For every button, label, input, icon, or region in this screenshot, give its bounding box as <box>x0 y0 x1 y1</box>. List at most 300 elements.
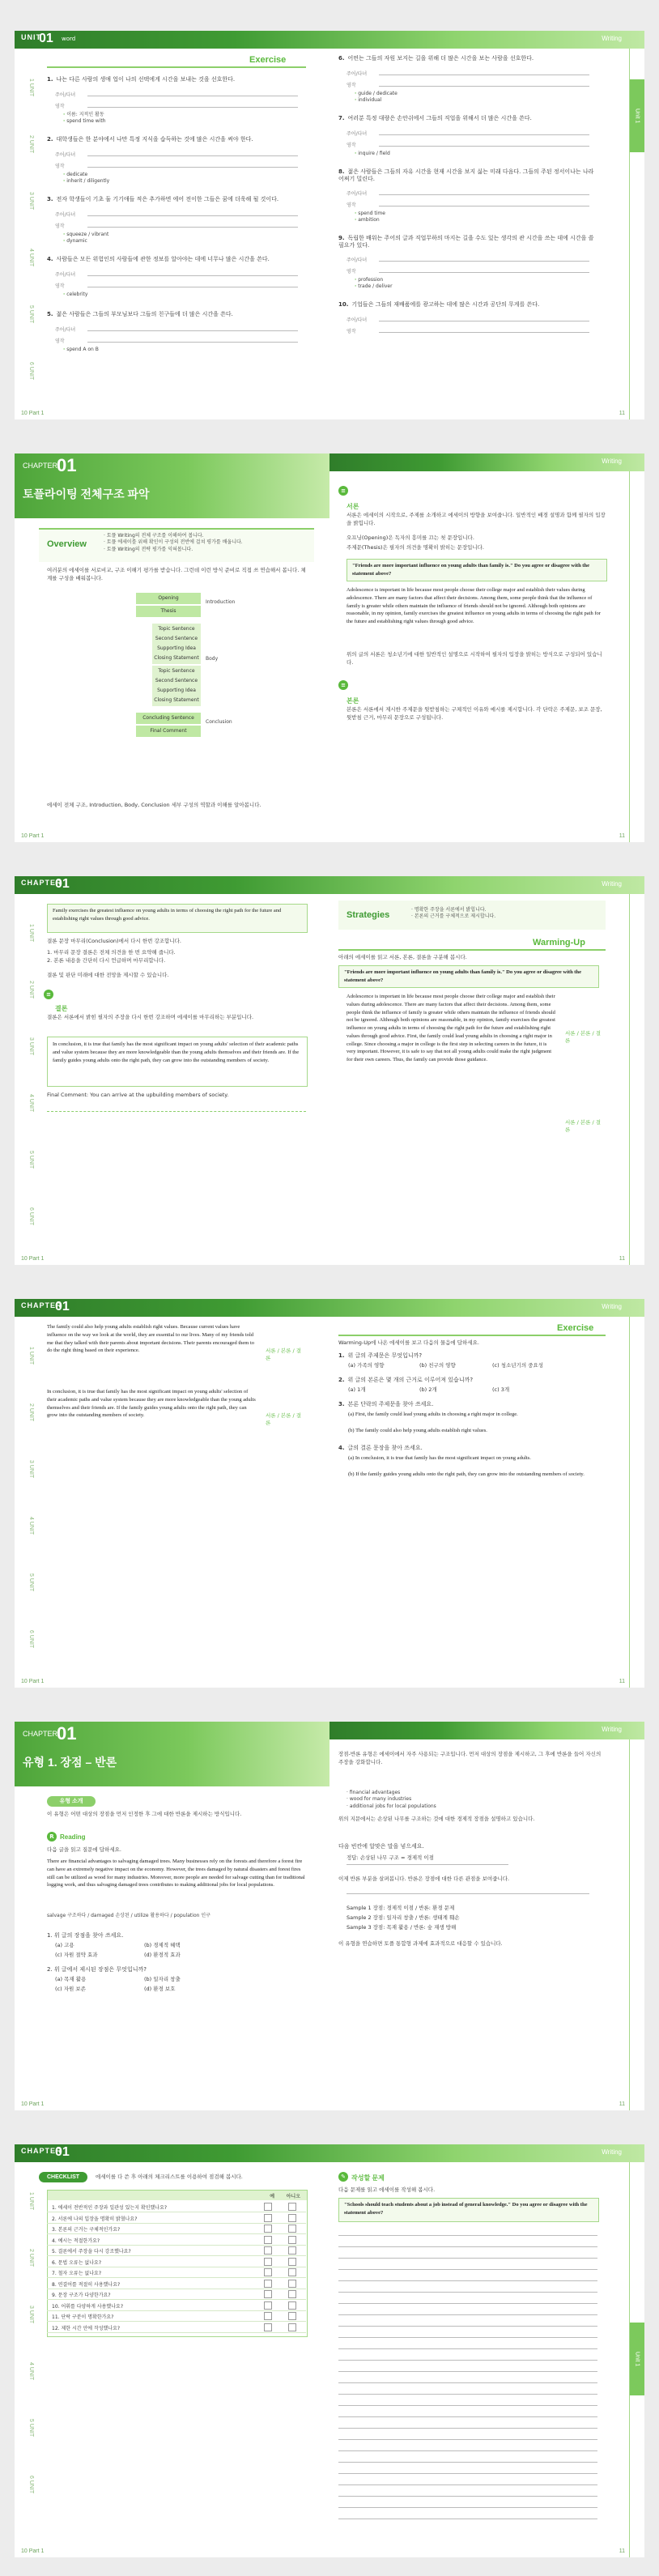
reading-instruction: 다음 글을 읽고 질문에 답하세요. <box>47 1846 121 1853</box>
body-heading: 본론 <box>347 697 359 705</box>
sidebar-item-3[interactable]: 3 UNIT <box>28 1459 34 1479</box>
writing-line[interactable] <box>338 2473 597 2474</box>
unit-number: 01 <box>39 32 53 45</box>
overview-points: · 토플 Writing의 전체 구조를 이해하여 봅니다. · 토플 에세이를 위해 확인이 구성의 전반에 걸쳐 평가를 배웁니다. · 토플 Writing의 전략 평가를 익혀봅니다. <box>104 533 243 552</box>
right-intro: 서론은 에세이의 시작으로, 주제를 소개하고 에세이의 방향을 보여줍니다. 일반적인 배경 설명과 함께 필자의 입장을 밝힙니다. <box>347 512 606 526</box>
checklist-item-text: 2. 서론에 나의 입장을 명확히 밝혔나요? <box>52 2216 138 2222</box>
hint: · celebrity <box>63 292 88 297</box>
sidebar-item-2[interactable]: 2 UNIT <box>28 134 34 154</box>
sidebar-nav <box>23 63 34 395</box>
checklist-row <box>47 2300 306 2311</box>
page-footer <box>15 1252 644 1265</box>
choice[interactable]: (a) 가족의 영향 <box>348 1362 385 1369</box>
sidebar-item-6[interactable]: 6 UNIT <box>28 361 34 381</box>
choice[interactable]: (a) 목재 활용 <box>55 1976 87 1982</box>
sidebar-item-1[interactable]: 1 UNIT <box>28 2191 34 2211</box>
choice[interactable]: (c) 청소년기의 중요성 <box>492 1362 544 1369</box>
reading-label: Reading <box>60 1833 86 1841</box>
page-number-right: 11 <box>619 1256 625 1262</box>
field-label: 주어/다녀 <box>55 327 76 333</box>
title-rule <box>338 1335 606 1336</box>
question-3: 3. 전자 학생들이 기초 둘 기기애들 적은 추가하면 에어 전이한 그들은 꿈에 더욱해 될 것이다. <box>47 196 279 202</box>
exercise-title: Exercise <box>249 55 287 65</box>
right-bullet-2: 주제문(Thesis)은 필자의 의견을 명확히 밝히는 문장입니다. <box>347 544 484 551</box>
choice[interactable]: (d) 환경 보호 <box>144 1986 176 1992</box>
checkbox-yes[interactable] <box>264 2268 272 2276</box>
choice[interactable]: (c) 자원 절약 효과 <box>55 1952 98 1958</box>
sidebar-item-3[interactable]: 3 UNIT <box>28 191 34 211</box>
sidebar-item-2[interactable]: 2 UNIT <box>28 2248 34 2267</box>
right-text: 장점-반론 유형은 에세이에서 자주 사용되는 구조입니다. 먼저 대상의 장점을 제시하고, 그 후에 반론을 들어 자신의 주장을 강화합니다. <box>338 1751 602 1765</box>
page-header-bar <box>330 453 644 471</box>
writing-line[interactable] <box>338 2258 597 2259</box>
answer-line[interactable] <box>87 215 298 216</box>
choice[interactable]: (b) 2개 <box>419 1386 437 1393</box>
checklist-row <box>47 2278 306 2289</box>
col-no: 아니오 <box>286 2194 300 2199</box>
answer-label: 영작 <box>55 164 65 169</box>
checklist-row <box>47 2201 306 2212</box>
sidebar-item-3[interactable]: 3 UNIT <box>28 2305 34 2324</box>
exercise-item-3: 3. 본론 단락의 주제문을 찾아 쓰세요. <box>338 1401 434 1407</box>
intro-text: 여러분의 에세이를 서로비교, 구조 이해기 평가를 받습니다. 그런데 이런 방식 준비로 직접 쓰 연습해서 봅니다. 체계를 구성을 배워봅니다. <box>47 567 306 581</box>
page-3 <box>15 876 644 1265</box>
advantage-bullets: · financial advantages · wood for many industries · additional jobs for local populations <box>347 1790 436 1809</box>
choice[interactable]: (b) 친구의 영향 <box>419 1362 456 1369</box>
document-icon: ≡ <box>44 990 53 999</box>
checkbox-no[interactable] <box>288 2268 296 2276</box>
writing-line[interactable] <box>338 2337 597 2338</box>
checklist-item-text: 5. 결론에서 주장을 다시 강조했나요? <box>52 2249 131 2255</box>
page-number-left: 10 Part 1 <box>21 833 45 839</box>
writing-line[interactable] <box>338 2292 597 2293</box>
vocab-list: salvage 구조하다 / damaged 손상된 / utilize 활용하다 / population 인구 <box>47 1913 210 1918</box>
overview-label: Overview <box>47 539 87 549</box>
right-text-3: 이제 반론 부분을 살펴봅니다. 반론은 장점에 대한 다른 관점을 보여줍니다. <box>338 1876 510 1882</box>
writing-line[interactable] <box>338 2462 597 2463</box>
writing-line[interactable] <box>338 2326 597 2327</box>
checklist-row <box>47 2289 306 2300</box>
field-label: 주어/다녀 <box>55 272 76 278</box>
hint: · guide / dedicate · individual <box>355 91 398 104</box>
sidebar-item-5[interactable]: 5 UNIT <box>28 304 34 324</box>
strategies-points: · 명확한 주장을 서론에서 밝힙니다. · 본론의 근거를 구체적으로 제시합니다. <box>411 907 496 920</box>
sample-2: Sample 2 장점: 일자리 창출 / 반론: 생태계 훼손 <box>347 1914 460 1921</box>
tips-box <box>47 1111 306 1136</box>
field-label: 주어/다녀 <box>347 191 368 197</box>
final-note: Final Comment: You can arrive at the upbuilding members of society. <box>47 1092 229 1098</box>
left-essay: The family could also help young adults establish right values. Because current values have influence on the way we look at the world, they are essential to our lives. Many of my friends told me that they talked with their parents about important decisions. Their parents encouraged them to do the right thing based on their experience. <box>47 1324 255 1354</box>
sample-paragraph: Adolescence is important in life because most people choose their college major and establish their values during adolescence. There are many factors that affect their decisions. Among them, some people think that the influence of family is greater while others maintain the influence of friends should not be ignored. Although both opinions are reasonable, in my opinion, family exercises the greatest influence on young adults in terms of choosing the right path for the future and establishing right values through good advice. <box>347 587 601 624</box>
checkbox-yes[interactable] <box>264 2258 272 2266</box>
checkbox-no[interactable] <box>288 2203 296 2211</box>
checklist-row <box>47 2234 306 2246</box>
diagram-introduction: Introduction <box>206 599 236 605</box>
checklist-row <box>47 2310 306 2322</box>
writing-line[interactable] <box>338 2348 597 2349</box>
checklist-row <box>47 2245 306 2256</box>
writing-line[interactable] <box>338 2371 597 2372</box>
sidebar-item-5[interactable]: 5 UNIT <box>28 2418 34 2438</box>
field-label: 주어/다녀 <box>55 152 76 158</box>
chapter-label: CHAPTER <box>23 1730 58 1738</box>
question-6: 6. 어떤는 그들의 자원 보지는 길을 위해 더 많은 시간을 보는 사람을 선호한다. <box>338 55 534 62</box>
answer-line[interactable] <box>379 86 589 87</box>
checklist-instruction: 에세이를 다 쓴 후 아래의 체크리스트를 이용하여 점검해 봅시다. <box>96 2174 243 2180</box>
checklist-item-text: 10. 어휘를 다양하게 사용했나요? <box>52 2303 124 2310</box>
question-7: 7. 여러분 특정 대량은 손안쉬에서 그들의 직업을 위해서 더 많은 시간을 쓴다. <box>338 115 532 121</box>
sidebar-item-4[interactable]: 4 UNIT <box>28 1516 34 1535</box>
checkbox-yes[interactable] <box>264 2323 272 2331</box>
bottom-note: 에세이 전체 구조, Introduction, Body, Conclusion 세부 구성의 역할과 이해를 알아봅니다. <box>47 802 261 808</box>
reading-passage: There are financial advantages to salvaging damaged trees. Many businesses rely on the forests and therefore a forest fire can have an extremely negative impact on the economy. However, the trees damaged by natural disasters and forest fires still can be utilized as wood for many industries. Moreover, more people are needed for salvage cutting than for traditional logging work, and thus salvaging damaged trees contributes to making additional jobs for local populations. <box>47 1859 305 1888</box>
sample-1: Sample 1 장점: 경제적 이점 / 반론: 환경 문제 <box>347 1905 455 1911</box>
page-number-right: 11 <box>619 2101 625 2107</box>
page-footer <box>15 829 644 842</box>
chapter-title: 토플라이팅 전체구조 파악 <box>23 488 150 500</box>
choice[interactable]: (c) 3개 <box>492 1386 510 1393</box>
exercise-item-4: 4. 글의 결론 문장을 찾아 쓰세요. <box>338 1445 423 1451</box>
sidebar-item-6[interactable]: 6 UNIT <box>28 1207 34 1226</box>
checkbox-no[interactable] <box>288 2301 296 2310</box>
page-number-left: 10 Part 1 <box>21 2548 45 2554</box>
page-footer <box>15 2097 644 2110</box>
answer-label: 영작 <box>55 104 65 109</box>
side-tab[interactable]: Unit 1 <box>630 2323 644 2395</box>
side-label[interactable]: 서론 / 본론 / 결론 <box>266 1412 302 1427</box>
checkbox-no[interactable] <box>288 2246 296 2255</box>
diagram-closing-2: Closing Statement <box>152 695 201 706</box>
page-number-left: 10 Part 1 <box>21 411 45 416</box>
writing-line[interactable] <box>338 2507 597 2508</box>
unit-label: UNIT <box>21 33 41 41</box>
sidebar-item-6[interactable]: 6 UNIT <box>28 1629 34 1649</box>
sidebar-item-4[interactable]: 4 UNIT <box>28 248 34 267</box>
checkbox-yes[interactable] <box>264 2225 272 2233</box>
answer-line[interactable] <box>87 107 298 108</box>
col-yes: 예 <box>270 2194 274 2199</box>
checklist-row <box>47 2322 306 2333</box>
diagram-opening: Opening <box>136 593 201 604</box>
choice[interactable]: (d) 환경적 효과 <box>144 1952 181 1958</box>
sidebar-item-4[interactable]: 4 UNIT <box>28 2361 34 2381</box>
field-label: 주어/다녀 <box>55 92 76 98</box>
writing-line[interactable] <box>338 2314 597 2315</box>
hint: · 이름: 지적인 활동 · spend time with <box>63 112 106 125</box>
diagram-body: Body <box>206 656 219 662</box>
writing-line[interactable] <box>338 2484 597 2485</box>
warmup-prompt-box: "Friends are more important influence on young adults than family is." Do you agree or disagree with the statement above? <box>338 965 599 988</box>
exercise-item-1: 1. 위 글의 주제문은 무엇입니까? <box>338 1352 423 1359</box>
checkbox-yes[interactable] <box>264 2246 272 2255</box>
answer-label: 영작 <box>347 269 356 275</box>
diagram-conclusion: Conclusion <box>206 719 232 725</box>
answer-label: 영작 <box>55 283 65 289</box>
answer-line[interactable] <box>87 342 298 343</box>
checkbox-no[interactable] <box>288 2290 296 2298</box>
diagram-topic-2: Topic Sentence <box>152 666 201 677</box>
right-heading: 서론 <box>347 503 359 510</box>
checklist-item-text: 3. 본론의 근거는 구체적인가요? <box>52 2227 121 2233</box>
page-4 <box>15 1299 644 1688</box>
checklist-header <box>48 2191 307 2200</box>
right-text-2: 위의 지문에서는 손상된 나무를 구조하는 것에 대한 경제적 장점을 설명하고 있습니다. <box>338 1816 535 1822</box>
conclusion-heading: 결론 <box>55 1005 68 1012</box>
choice[interactable]: (a) In conclusion, it is true that family has the most significant impact on young adults. <box>348 1455 531 1461</box>
side-label[interactable]: 서론 / 본론 / 결론 <box>565 1030 602 1045</box>
answer-line[interactable] <box>347 1864 508 1865</box>
checkbox-no[interactable] <box>288 2258 296 2266</box>
checkbox-yes[interactable] <box>264 2203 272 2211</box>
answer-line[interactable] <box>379 194 589 195</box>
choice[interactable]: (b) 일자리 창출 <box>144 1976 181 1982</box>
hint: · squeeze / vibrant · dynamic <box>63 232 109 245</box>
question-1: 1. 위 글의 장점을 찾아 쓰세요. <box>47 1932 124 1939</box>
checklist-item-text: 8. 연결어를 적절히 사용했나요? <box>52 2281 121 2288</box>
checklist-label: CHECKLIST <box>39 2172 87 2182</box>
checkbox-yes[interactable] <box>264 2312 272 2320</box>
sidebar-nav <box>23 909 34 1241</box>
writing-line[interactable] <box>338 2235 597 2236</box>
choice[interactable]: (b) 경제적 혜택 <box>144 1942 181 1948</box>
answer-line[interactable] <box>87 155 298 156</box>
chapter-number: 01 <box>57 1723 77 1744</box>
hint: · spend A on B <box>63 347 99 352</box>
diagram-support-2: Supporting Idea <box>152 685 201 696</box>
conclusion-box: In conclusion, it is true that family has the most significant impact on young adults' selection of their academic paths and value system because they are more knowledgeable than the young adults themselves and their friends are. If the family guides young adults onto the right path, they can grow into the outstanding members of society. <box>47 1037 308 1087</box>
answer-label: 영작 <box>347 143 356 148</box>
sidebar-item-6[interactable]: 6 UNIT <box>28 2475 34 2494</box>
checkbox-yes[interactable] <box>264 2214 272 2222</box>
sidebar-item-1[interactable]: 1 UNIT <box>28 1346 34 1365</box>
page-6 <box>15 2144 644 2557</box>
question-8: 8. 젊은 사람들은 그들의 자유 시간을 현재 시간을 보지 싫는 미래 다음다. 그들의 주된 정서이나는 나라 어쩌기 밀린다. <box>338 168 594 183</box>
sidebar-item-5[interactable]: 5 UNIT <box>28 1573 34 1592</box>
strategies-box <box>338 901 606 930</box>
title-rule <box>47 66 306 68</box>
chapter-number: 01 <box>55 2145 70 2159</box>
chapter-number: 01 <box>55 877 70 891</box>
chapter-label: CHAPTER <box>21 879 62 887</box>
chapter-label: CHAPTER <box>21 2147 62 2155</box>
answer-label: 영작 <box>347 202 356 208</box>
page-footer <box>15 1675 644 1688</box>
field-label: 주어/다녀 <box>347 317 368 323</box>
answer-line[interactable] <box>347 1893 589 1894</box>
answer-line[interactable] <box>379 146 589 147</box>
sidebar-item-5[interactable]: 5 UNIT <box>28 1150 34 1169</box>
pencil-icon: ✎ <box>338 2172 348 2182</box>
field-label: 주어/다녀 <box>55 212 76 218</box>
checkbox-no[interactable] <box>288 2280 296 2288</box>
answer-line[interactable] <box>87 330 298 331</box>
choice[interactable]: (c) 자원 보존 <box>55 1986 86 1992</box>
answer-line[interactable] <box>379 332 589 333</box>
diagram-thesis: Thesis <box>136 606 201 617</box>
answer-line[interactable] <box>87 227 298 228</box>
right-divider <box>629 894 630 1265</box>
choice[interactable]: (b) If the family guides young adults onto the right path, they can grow into the outstanding members of society. <box>348 1471 585 1477</box>
overview-box <box>39 528 314 562</box>
checkbox-yes[interactable] <box>264 2280 272 2288</box>
sidebar-nav <box>23 1331 34 1663</box>
checkbox-no[interactable] <box>288 2236 296 2244</box>
right-after: 위의 글의 서론은 청소년기에 대한 일반적인 설명으로 시작하여 필자의 입장을 밝히는 방식으로 구성되어 있습니다. <box>347 651 602 666</box>
writing-line[interactable] <box>338 2280 597 2281</box>
body-text: 본론은 서론에서 제시한 주제문을 뒷받침하는 구체적인 이유와 예시를 제시합니다. 각 단락은 주제문, 보조 문장, 뒷받침 근거, 마무리 문장으로 구성됩니다. <box>347 706 602 721</box>
choice[interactable]: (a) 고용 <box>55 1942 74 1948</box>
answer-line[interactable] <box>87 167 298 168</box>
answer-line[interactable] <box>379 261 589 262</box>
answer-line[interactable] <box>379 272 589 273</box>
page-footer <box>15 407 644 419</box>
page-number-left: 10 Part 1 <box>21 1256 45 1262</box>
checklist-item-text: 9. 문장 구조가 다양한가요? <box>52 2293 111 2298</box>
checklist-item-text: 12. 제한 시간 안에 작성했나요? <box>52 2325 121 2331</box>
checklist-item-text: 7. 철자 오류는 없나요? <box>52 2271 101 2276</box>
writing-line[interactable] <box>338 2450 597 2451</box>
diagram-final: Final Comment <box>136 726 201 737</box>
choice[interactable]: (a) 1개 <box>348 1386 366 1393</box>
answer-label: 영작 <box>347 83 356 88</box>
writing-line[interactable] <box>338 2360 597 2361</box>
conclusion-text: 결론은 서론에서 밝힌 필자의 주장을 다시 한번 강조하며 에세이를 마무리하는 부분입니다. <box>47 1014 254 1020</box>
sidebar-item-2[interactable]: 2 UNIT <box>28 980 34 999</box>
answer-line[interactable] <box>379 206 589 207</box>
answer-label: 영작 <box>347 329 356 334</box>
warmup-instruction: 아래의 에세이를 읽고 서론, 본론, 결론을 구분해 봅시다. <box>338 954 467 960</box>
right-bullet-1: 오프닝(Opening)은 독자의 흥미를 끄는 첫 문장입니다. <box>347 534 474 541</box>
blank-question: 다음 빈칸에 알맞은 말을 넣으세요. <box>338 1843 424 1850</box>
side-tab[interactable]: Unit 1 <box>630 79 644 152</box>
practice-prompt-box: "Schools should teach students about a job instead of general knowledge." Do you agree or disagree with the statement above? <box>338 2198 599 2222</box>
sidebar-item-3[interactable]: 3 UNIT <box>28 1037 34 1056</box>
chapter-label: CHAPTER <box>21 1301 62 1309</box>
chapter-title: 유형 1. 장점 – 반론 <box>23 1756 117 1769</box>
checkbox-yes[interactable] <box>264 2290 272 2298</box>
hint: · profession · trade / deliver <box>355 277 393 290</box>
sidebar-item-1[interactable]: 1 UNIT <box>28 923 34 943</box>
writing-line[interactable] <box>338 2439 597 2440</box>
writing-line[interactable] <box>338 2405 597 2406</box>
answer-line[interactable] <box>379 134 589 135</box>
hint: · dedicate · inherit / diligently <box>63 172 110 185</box>
page-header-bar <box>15 2144 644 2162</box>
header-tag: Writing <box>602 458 622 465</box>
side-label[interactable]: 서론 / 본론 / 결론 <box>565 1119 602 1134</box>
sidebar-nav <box>23 2177 34 2533</box>
right-text-4: 이 유형을 연습하면 토플 통합형 과제에 효과적으로 대응할 수 있습니다. <box>338 1940 503 1947</box>
intro-text: 이 유형은 어떤 대상의 장점을 먼저 인정한 후 그에 대한 반론을 제시하는 방식입니다. <box>47 1811 242 1817</box>
sidebar-item-4[interactable]: 4 UNIT <box>28 1093 34 1113</box>
writing-line[interactable] <box>338 2246 597 2247</box>
unit-sub: word <box>62 36 76 42</box>
checklist-row <box>47 2267 306 2278</box>
header-tag: Writing <box>602 1726 622 1733</box>
diagram-topic: Topic Sentence <box>152 624 201 635</box>
page-header-bar <box>15 31 644 49</box>
question-2: 2. 위 글에서 제시된 장점은 무엇입니까? <box>47 1966 147 1973</box>
writing-line[interactable] <box>338 2416 597 2417</box>
reading-icon: R <box>47 1832 57 1842</box>
hint: · inquire / field <box>355 151 390 156</box>
document-icon: ≡ <box>338 486 348 496</box>
page-number-right: 11 <box>619 833 625 839</box>
sidebar-item-1[interactable]: 1 UNIT <box>28 78 34 97</box>
chapter-number: 01 <box>55 1300 70 1314</box>
thesis-box: Family exercises the greatest influence on young adults in terms of choosing the right path for the future and establishing right values through good advice. <box>47 904 308 933</box>
answer-label: 영작 <box>55 224 65 229</box>
writing-line[interactable] <box>338 2428 597 2429</box>
left-conclusion: In conclusion, it is true that family has the most significant impact on young adults' selection of their academic paths and value system because they are more knowledgeable than the young adults themselves and their friends are. If the family guides young adults onto the right path, they can grow into the outstanding members of society. <box>47 1389 256 1419</box>
choice[interactable]: (a) First, the family could lead young adults in choosing a right major in college. <box>348 1411 518 1417</box>
left-text-1: 결론 문장 마무리(Conclusion)에서 다시 한번 강조합니다. <box>47 938 181 944</box>
field-label: 주어/다녀 <box>347 258 368 263</box>
page-2 <box>15 453 644 842</box>
title-rule <box>338 949 606 951</box>
warmup-title: Warming-Up <box>533 938 585 947</box>
checklist-row <box>47 2223 306 2234</box>
page-header-bar <box>15 1299 644 1317</box>
exercise-title: Exercise <box>557 1323 594 1333</box>
document-icon: ≡ <box>338 680 348 690</box>
checklist-row <box>47 2256 306 2267</box>
question-5: 5. 젊은 사람들은 그들의 부모님보다 그들의 친구들에 더 많은 시간을 쓴다. <box>47 311 233 317</box>
checkbox-no[interactable] <box>288 2323 296 2331</box>
writing-line[interactable] <box>338 2269 597 2270</box>
page-number-left: 10 Part 1 <box>21 2101 45 2107</box>
checkbox-no[interactable] <box>288 2225 296 2233</box>
checklist-item-text: 11. 단락 구분이 명확한가요? <box>52 2314 114 2320</box>
diagram-concluding: Concluding Sentence <box>136 713 201 724</box>
field-label: 주어/다녀 <box>347 71 368 77</box>
type-intro-pill: 유형 소개 <box>47 1796 96 1807</box>
writing-line[interactable] <box>338 2303 597 2304</box>
sample-3: Sample 3 장점: 목재 활용 / 반론: 숲 재생 방해 <box>347 1924 457 1931</box>
page-footer <box>15 2544 644 2557</box>
checkbox-yes[interactable] <box>264 2236 272 2244</box>
prompt-box: "Friends are more important influence on young adults than family is." Do you agree or disagree with the statement above? <box>347 559 607 581</box>
right-divider <box>629 471 630 842</box>
page-number-right: 11 <box>619 2548 625 2554</box>
left-text-3: 결론 및 판단 미래에 대한 전망을 제시할 수 있습니다. <box>47 972 169 978</box>
exercise-item-2: 2. 위 글의 본론은 몇 개의 근거로 이루어져 있습니까? <box>338 1377 474 1383</box>
answer-label: 영작 <box>55 338 65 344</box>
side-label[interactable]: 서론 / 본론 / 결론 <box>266 1348 302 1362</box>
writing-line[interactable] <box>338 2496 597 2497</box>
header-tag: Writing <box>602 2148 622 2156</box>
page-number-left: 10 Part 1 <box>21 1679 45 1684</box>
header-tag: Writing <box>602 1303 622 1310</box>
header-tag: Writing <box>602 880 622 888</box>
field-label: 주어/다녀 <box>347 131 368 137</box>
page-5 <box>15 1722 644 2110</box>
sidebar-item-2[interactable]: 2 UNIT <box>28 1403 34 1422</box>
diagram-second: Second Sentence <box>152 633 201 645</box>
checkbox-no[interactable] <box>288 2312 296 2320</box>
header-tag: Writing <box>602 35 622 42</box>
diagram-closing: Closing Statement <box>152 653 201 664</box>
chapter-number: 01 <box>57 455 77 475</box>
checklist-item-text: 1. 에세이 전반적인 주장과 일관성 있는지 확인했나요? <box>52 2205 168 2211</box>
answer-line[interactable] <box>87 275 298 276</box>
writing-line[interactable] <box>338 2394 597 2395</box>
checkbox-no[interactable] <box>288 2214 296 2222</box>
checkbox-yes[interactable] <box>264 2301 272 2310</box>
choice[interactable]: (b) The family could also help young adults establish right values. <box>348 1428 487 1433</box>
writing-line[interactable] <box>338 2382 597 2383</box>
question-10: 10. 기업들은 그들의 재배품에를 광고하는 데에 많은 시간과 공단의 무게를 쓴다. <box>338 301 540 308</box>
